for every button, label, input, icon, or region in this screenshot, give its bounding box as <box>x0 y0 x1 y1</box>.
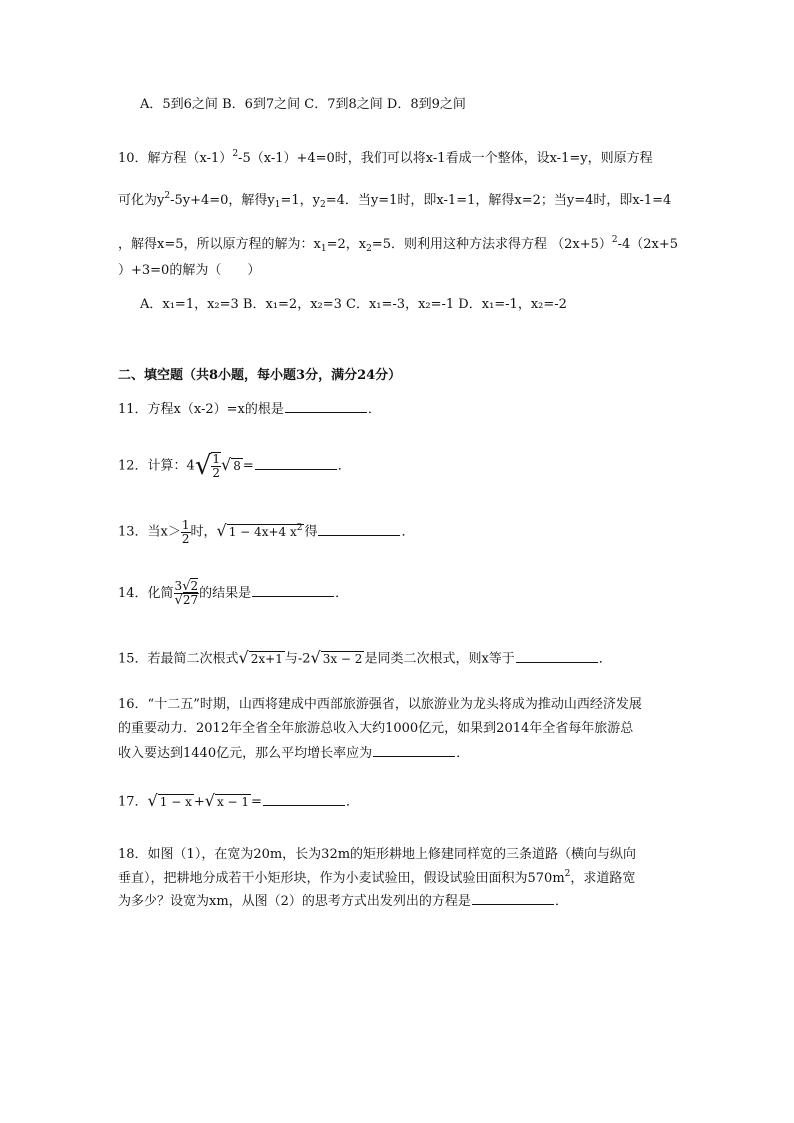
q17: 17．√ 1 − x +√ x − 1 = ． <box>118 788 359 816</box>
answer-blank[interactable] <box>263 793 345 806</box>
q16-line3: 收入要达到1440亿元，那么平均增长率应为 ． <box>118 746 470 761</box>
q10-line1: 10．解方程$(x-1)^2-5(x-1)+4=0$时，我们可以将x-1看成一个整体，设x-1=y，则原方程 <box>118 149 653 166</box>
section2-heading: 二、填空题（共8小题，每小题3分，满分24分） <box>118 368 402 383</box>
q10-line4: ）+3=0的解为（ ） <box>118 263 261 278</box>
answer-blank[interactable] <box>285 400 367 413</box>
answer-blank[interactable] <box>516 650 598 663</box>
q10-line3: ，解得x=5，所以原方程的解为：$x_1=2$，$x_2=5$．则利用这种方法求得方程 $(2x+5)^2-4(2x+5$ <box>118 235 679 254</box>
q11: 11．方程x（x-2）=x的根是 ． <box>118 402 381 417</box>
answer-blank[interactable] <box>472 892 554 905</box>
sqrt-half: √ $\frac{1}{2}$ <box>194 450 221 481</box>
sqrt-1-minus-x: √ 1 − x <box>147 791 192 810</box>
sqrt-x-minus-1: √ x − 1 <box>204 791 250 810</box>
q10-line2: 可化为$y^2-5y+4=0$，解得$y_1=1$，$y_2=4$．当y=1时，即x-1=1，解得x=2；当y=4时，即x-1=4 <box>118 191 672 210</box>
q18-line2: 垂直），把耕地分成若干小矩形块，作为小麦试验田，假设试验田面积为$570m^2$，求道路宽 <box>118 869 636 886</box>
q18-line1: 18．如图（1），在宽为20m，长为32m的矩形耕地上修建同样宽的三条道路（横向与纵向 <box>118 847 637 862</box>
q12: 12．计算：4√ $\frac{1}{2}$ √ 8 = ． <box>118 448 351 484</box>
q14: 14．化简 $\frac{3√2}{√27}$ 的结果是 ． <box>118 579 349 608</box>
answer-blank[interactable] <box>318 523 400 536</box>
q9-options: A．5到6之间 B．6到7之间 C．7到8之间 D．8到9之间 <box>140 97 466 112</box>
q16-line2: 的重要动力．2012年全省全年旅游总收入大约1000亿元，如果到2014年全省每年旅游总 <box>118 721 634 736</box>
answer-blank[interactable] <box>373 744 455 757</box>
q10-options: A．x₁=1，x₂=3 B．x₁=2，x₂=3 C．x₁=-3，x₂=-1 D．x₁=-1，x₂=-2 <box>140 297 567 312</box>
fraction-radicals: $\frac{3√2}{√27}$ <box>174 579 199 608</box>
q18-line3: 为多少？设宽为xm，从图（2）的思考方式出发列出的方程是 ． <box>118 894 568 909</box>
sqrt-3x-minus-2: √ 3x − 2 <box>310 648 363 667</box>
q13: 13．当x＞ $\frac{1}{2}$ 时，√ 1 − 4x+4 $x^2$ 得 ． <box>118 514 415 550</box>
fraction-half: $\frac{1}{2}$ <box>181 517 190 546</box>
q15: 15．若最简二次根式√ 2x+1 与-2√ 3x − 2 是同类二次根式，则x等于 ． <box>118 646 612 672</box>
sqrt-2x-plus-1: √ 2x+1 <box>238 648 283 667</box>
q16-line1: 16．“十二五”时期，山西将建成中西部旅游强省，以旅游业为龙头将成为推动山西经济发展 <box>118 697 642 712</box>
answer-blank[interactable] <box>252 584 334 597</box>
answer-blank[interactable] <box>255 457 337 470</box>
sqrt-8: √ 8 <box>221 455 241 474</box>
sqrt-expression: √ 1 − 4x+4 $x^2$ <box>216 521 303 540</box>
